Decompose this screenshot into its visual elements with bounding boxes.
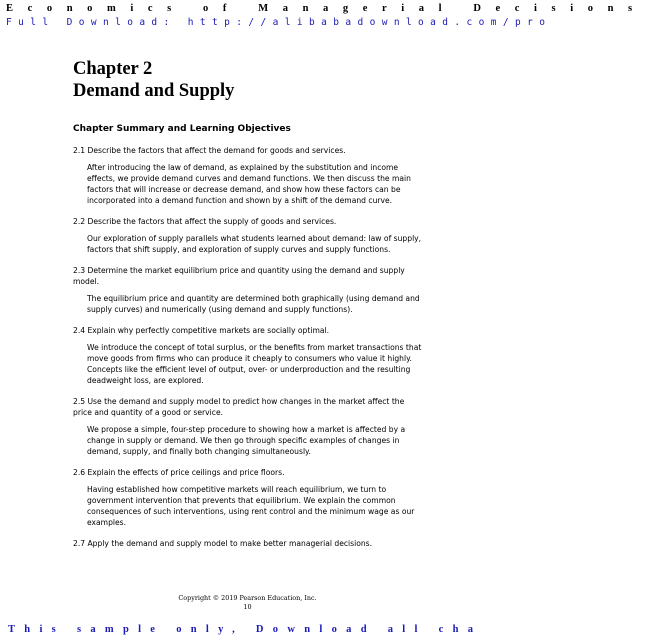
footer-copyright: Copyright © 2019 Pearson Education, Inc. bbox=[178, 594, 317, 602]
page-number: 10 bbox=[243, 603, 252, 611]
objective-heading: 2.3 Determine the market equilibrium price and quantity using the demand and supply model. bbox=[73, 266, 405, 286]
objective-heading: 2.1 Describe the factors that affect the demand for goods and services. bbox=[73, 146, 346, 155]
objective-body: Having established how competitive markets will reach equilibrium, we turn to government intervention that prevents that equilibrium. We explain the common consequences of such interventions, using rent control and the minimum wage as our examples. bbox=[87, 485, 415, 527]
objectives-list bbox=[73, 145, 423, 555]
section-heading: Chapter Summary and Learning Objectives bbox=[73, 124, 291, 134]
objective-heading: 2.2 Describe the factors that affect the supply of goods and services. bbox=[73, 217, 337, 226]
objective-heading: 2.6 Explain the effects of price ceilings and price floors. bbox=[73, 468, 285, 477]
objective-body: After introducing the law of demand, as explained by the substitution and income effects, we provide demand curves and demand functions. We then discuss the main factors that will increase or decrease demand, and show how these factors can be incorporated into a demand function and shown by a shift of the demand curve. bbox=[87, 163, 411, 205]
chapter-name: Demand and Supply bbox=[73, 81, 235, 101]
watermark-sample-notice[interactable]: This sample only, Download all cha bbox=[8, 624, 483, 635]
watermark-download-link[interactable]: Full Download: http://alibabadownload.com/pro bbox=[6, 17, 552, 28]
objective-heading: 2.5 Use the demand and supply model to predict how changes in the market affect the price and quantity of a good or service. bbox=[73, 397, 405, 417]
objective-body: The equilibrium price and quantity are determined both graphically (using demand and supply curves) and numerically (using demand and supply functions). bbox=[87, 294, 420, 314]
chapter-title bbox=[73, 58, 234, 102]
watermark-title: Economics of Managerial Decisions bbox=[6, 3, 647, 14]
objective-heading: 2.4 Explain why perfectly competitive markets are socially optimal. bbox=[73, 326, 330, 335]
objective-body: Our exploration of supply parallels what students learned about demand: law of supply, factors that shift supply, and exploration of supply curves and supply functions. bbox=[87, 234, 422, 254]
chapter-number: Chapter 2 bbox=[73, 59, 153, 79]
objective-heading: 2.7 Apply the demand and supply model to make better managerial decisions. bbox=[73, 539, 373, 548]
objective-body: We introduce the concept of total surplus, or the benefits from market transactions that move goods from firms who can produce it cheaply to consumers who value it highly. Concepts like the efficient level of output, over- or underproduction and the resulting deadweight loss, are explored. bbox=[87, 343, 422, 385]
objective-body: We propose a simple, four-step procedure to showing how a market is affected by a change in supply or demand. We then go through specific examples of changes in demand, supply, and finally both changing simultaneously. bbox=[87, 425, 406, 456]
